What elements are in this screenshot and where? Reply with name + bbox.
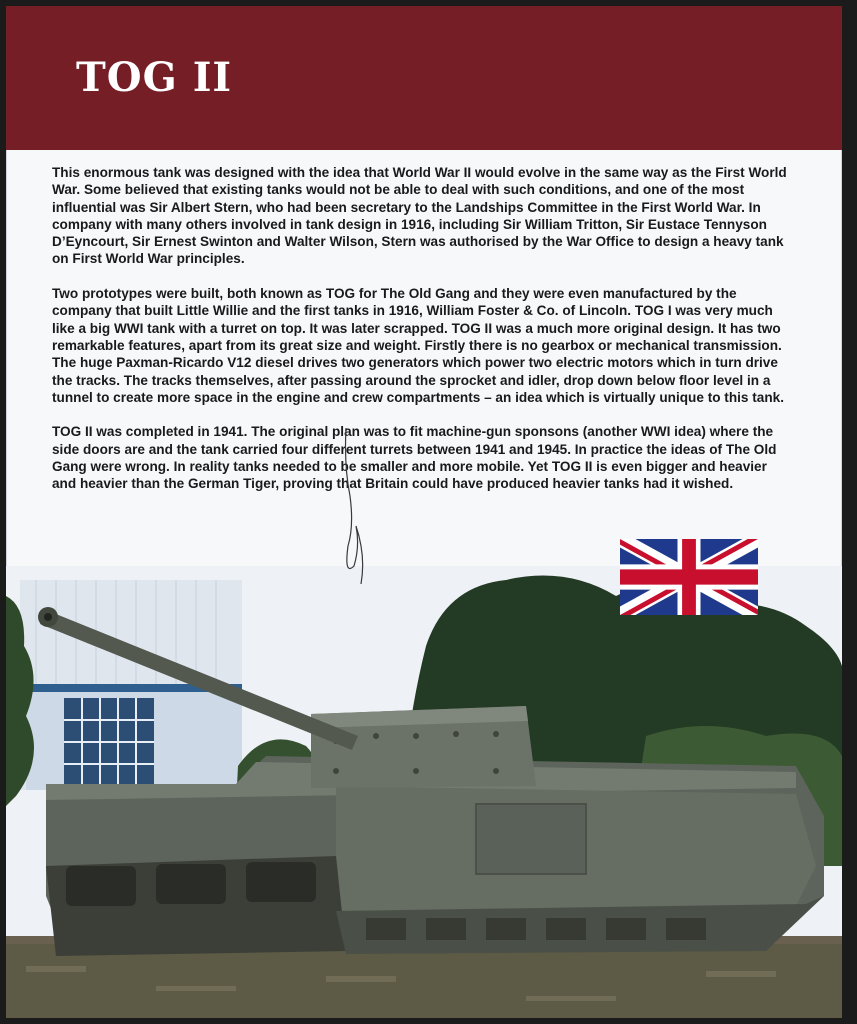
tank-photograph — [6, 566, 842, 1018]
paragraph-1: This enormous tank was designed with the idea that World War II would evolve in the same way as the First World War. Some believed that existing tanks would not be able to deal with such conditions, and one of the most influential was Sir Albert Stern, who had been secretary to the Landships Committee in the First World War. In company with many others involved in tank design in 1916, including Sir William Tritton, Sir Eustace Tennyson D’Eyncourt, Sir Ernest Swinton and Walter Wilson, Stern was authorised by the War Office to design a heavy tank on First World War principles. — [52, 165, 787, 267]
sign-body — [52, 164, 792, 510]
sign-header — [6, 6, 842, 150]
paragraph-3: TOG II was completed in 1941. The original plan was to fit machine-gun sponsons (another WWI idea) where the side doors are and the tank carried four different turrets between 1941 and 1945. In practice the ideas of The Old Gang were wrong. In reality tanks needed to be smaller and more mobile. Yet TOG II is even bigger and heavier and heavier than the German Tiger, proving that Britain could have produced heavier tanks had it wished. — [52, 424, 777, 492]
information-sign — [6, 6, 842, 1018]
sign-title: TOG II — [76, 54, 233, 101]
paragraph-2: Two prototypes were built, both known as TOG for The Old Gang and they were even manufactured by the company that built Little Willie and the first tanks in 1916, William Foster & Co. of Lincoln. TOG I was very much like a big WWI tank with a turret on top. It was later scrapped. TOG II was a much more original design. It has two remarkable features, apart from its great size and weight. Firstly there is no gearbox or mechanical transmission. The huge Paxman-Ricardo V12 diesel drives two generators which power two electric motors which in turn drive the tracks. The tracks themselves, after passing around the sprocket and idler, drop down below floor level in a tunnel to create more space in the engine and crew compartments – an idea which is virtually unique to this tank. — [52, 286, 784, 405]
union-jack-flag-icon — [620, 539, 758, 615]
